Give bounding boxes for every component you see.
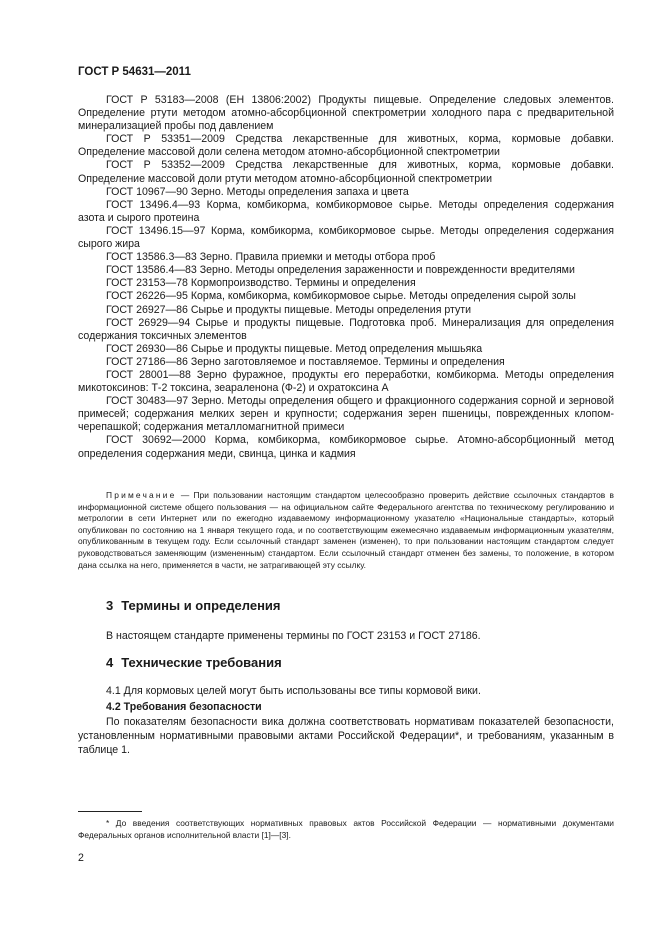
section-title: Технические требования	[121, 655, 282, 670]
reference-item: ГОСТ 26226—95 Корма, комбикорма, комбикормовое сырье. Методы определения сырой золы	[106, 290, 576, 303]
section-3-text: В настоящем стандарте применены термины по ГОСТ 23153 и ГОСТ 27186.	[106, 630, 481, 642]
reference-item: ГОСТ 23153—78 Кормопроизводство. Термины и определения	[106, 277, 416, 290]
note-text: — При пользовании настоящим стандартом целесообразно проверить действие ссылочных стандартов в информационной системе общего пользования — на официальном сайте Федерального агентства по техническому регулированию и метрологии в сети Интернет или по ежегодно издаваемому информационному указателю «Национальные стандарты», который опубликован по состоянию на 1 января текущего года, и по соответствующим ежемесячно издаваемым информационным указателям, опубликованным в текущем году. Если ссылочный стандарт заменен (изменен), то при пользовании настоящим стандартом следует руководствоваться заменяющим (измененным) стандартом. Если ссылочный стандарт отменен без замены, то положение, в котором дана ссылка на него, применяется в части, не затрагивающей эту ссылку.	[78, 490, 614, 570]
section-number: 4	[106, 655, 114, 670]
page-number: 2	[78, 852, 84, 864]
reference-item: ГОСТ 30692—2000 Корма, комбикорма, комбикормовое сырье. Атомно-абсорбционный метод определения содержания меди, свинца, цинка и кадмия	[78, 434, 614, 460]
section-4-heading	[106, 655, 282, 670]
reference-item: ГОСТ 26929—94 Сырье и продукты пищевые. Подготовка проб. Минерализация для определения содержания токсичных элементов	[78, 316, 614, 342]
normative-references-list	[78, 94, 614, 461]
reference-item: ГОСТ 27186—86 Зерно заготовляемое и поставляемое. Термины и определения	[106, 355, 505, 368]
reference-item: ГОСТ 13586.4—83 Зерно. Методы определения зараженности и поврежденности вредителями	[106, 264, 575, 277]
reference-item: ГОСТ Р 53352—2009 Средства лекарственные для животных, корма, кормовые добавки. Определение массовой доли ртути методом атомно-абсорбционной спектрометрии	[78, 159, 614, 185]
note-paragraph	[78, 490, 614, 571]
document-code-header: ГОСТ Р 54631—2011	[78, 66, 191, 78]
footnote: * До введения соответствующих нормативных правовых актов Российской Федерации — нормативными документами Федеральных органов исполнительной власти [1]—[3].	[78, 818, 614, 840]
reference-item: ГОСТ 13496.4—93 Корма, комбикорма, комбикормовое сырье. Методы определения содержания азота и сырого протеина	[78, 198, 614, 224]
reference-item: ГОСТ 10967—90 Зерно. Методы определения запаха и цвета	[106, 185, 409, 198]
item-4-2-title: 4.2 Требования безопасности	[106, 701, 262, 713]
item-4-1: 4.1 Для кормовых целей могут быть использованы все типы кормовой вики.	[106, 685, 481, 697]
section-title: Термины и определения	[121, 598, 281, 613]
reference-item: ГОСТ Р 53351—2009 Средства лекарственные для животных, корма, кормовые добавки. Определение массовой доли селена методом атомно-абсорбционной спектрометрии	[78, 133, 614, 159]
reference-item: ГОСТ 26930—86 Сырье и продукты пищевые. Метод определения мышьяка	[106, 342, 483, 355]
reference-item: ГОСТ 13496.15—97 Корма, комбикорма, комбикормовое сырье. Методы определения содержания сырого жира	[78, 224, 614, 251]
reference-item: ГОСТ 28001—88 Зерно фуражное, продукты его переработки, комбикорма. Методы определения микотоксинов: Т-2 токсина, зеараленона (Ф-2) и охратоксина А	[78, 368, 614, 395]
reference-item: ГОСТ 26927—86 Сырье и продукты пищевые. Методы определения ртути	[106, 303, 472, 316]
reference-item: ГОСТ Р 53183—2008 (ЕН 13806:2002) Продукты пищевые. Определение следовых элементов. Определение ртути методом атомно-абсорбционной спектрометрии холодного пара с предварительной минерализацией пробы под давлением	[78, 94, 614, 133]
note-label: Примечание	[106, 490, 177, 500]
reference-item: ГОСТ 30483—97 Зерно. Методы определения общего и фракционного содержания сорной и зерновой примесей; содержания мелких зерен и крупности; содержания зерен пшеницы, поврежденных клопом-черепашкой; содержания металломагнитной примеси	[78, 395, 614, 434]
section-3-heading	[106, 598, 281, 613]
item-4-2-text: По показателям безопасности вика должна соответствовать нормативам показателей безопасности, установленным нормативными правовыми актами Российской Федерации*, и требованиям, указанным в таблице 1.	[78, 716, 614, 756]
reference-item: ГОСТ 13586.3—83 Зерно. Правила приемки и методы отбора проб	[106, 251, 436, 264]
section-number: 3	[106, 598, 114, 613]
footnote-divider	[78, 811, 142, 812]
